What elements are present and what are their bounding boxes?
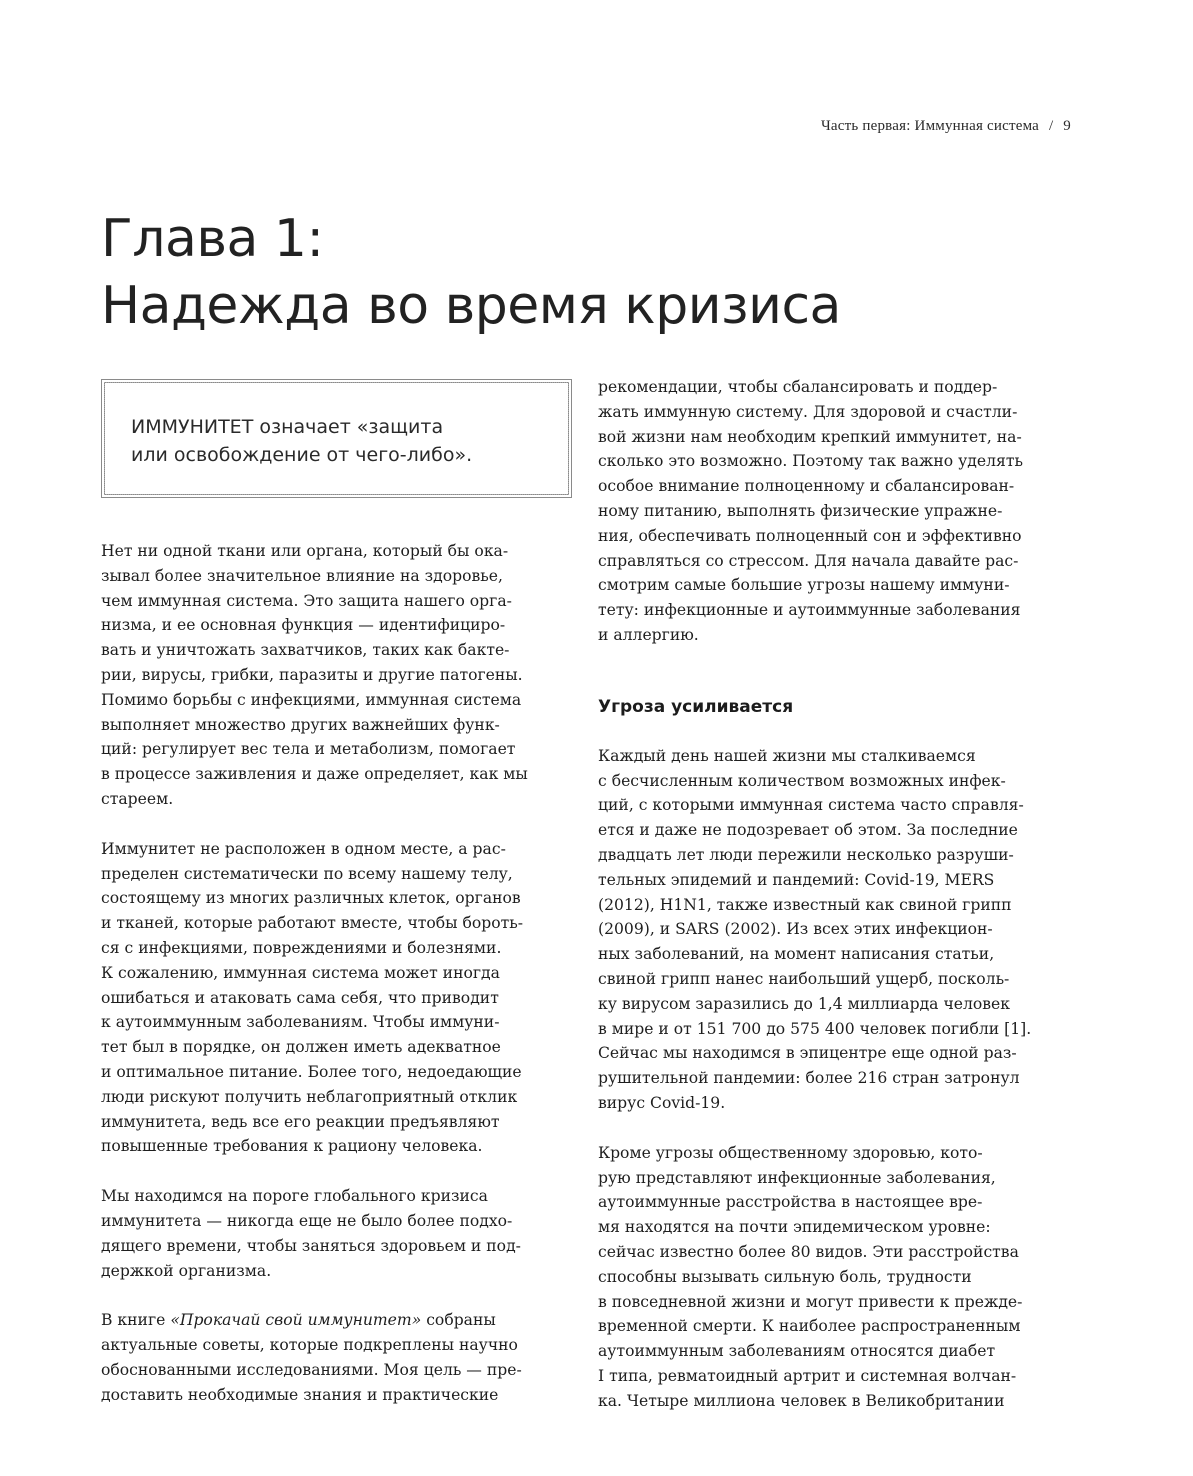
callout-term: ИММУНИТЕТ (131, 416, 254, 438)
book-mention-before: В книге (101, 1311, 171, 1330)
paragraph-line: смотрим самые большие угрозы нашему иммуни- (598, 576, 1010, 595)
paragraph-line: свиной грипп нанес наибольший ущерб, посколь- (598, 969, 1010, 988)
paragraph-line: ций: регулирует вес тела и метаболизм, помогает (101, 740, 516, 759)
paragraph-line: Каждый день нашей жизни мы сталкиваемся (598, 746, 976, 765)
paragraph-line: ния, обеспечивать полноценный сон и эффективно (598, 526, 1022, 545)
paragraph-line: повышенные требования к рациону человека. (101, 1137, 483, 1156)
paragraph-line: рую представляют инфекционные заболевания, (598, 1168, 996, 1187)
paragraph-line: рушительной пандемии: более 216 стран затронул (598, 1069, 1020, 1088)
paragraph (101, 837, 576, 1159)
paragraph-line: двадцать лет люди пережили несколько разруши- (598, 845, 1014, 864)
definition-callout (101, 379, 572, 498)
section-heading: Угроза усиливается (598, 696, 794, 717)
paragraph-line: аутоиммунным заболеваниям относятся диабет (598, 1342, 996, 1361)
paragraph-line: (2009), и SARS (2002). Из всех этих инфекцион- (598, 920, 993, 939)
paragraph-line: выполняет множество других важнейших функ- (101, 715, 500, 734)
paragraph-line: Помимо борьбы с инфекциями, иммунная система (101, 690, 522, 709)
paragraph-line: и аллергию. (598, 625, 699, 644)
paragraph-line: справляться со стрессом. Для начала давайте рас- (598, 551, 1019, 570)
paragraph-line (101, 1308, 576, 1333)
paragraph-line: стареем. (101, 789, 174, 808)
page-number: 9 (1063, 118, 1071, 134)
paragraph-line: состоящему из многих различных клеток, органов (101, 889, 521, 908)
paragraph-line: вать и уничтожать захватчиков, таких как бакте- (101, 641, 510, 660)
paragraph-line: зывал более значительное влияние на здоровье, (101, 566, 503, 585)
paragraph-line: и тканей, которые работают вместе, чтобы бороть- (101, 914, 524, 933)
paragraph-line: рекомендации, чтобы сбалансировать и поддер- (598, 378, 998, 396)
paragraph-line: в мире и от 151 700 до 575 400 человек погибли [1]. (598, 1019, 1032, 1038)
paragraph-line: и оптимальное питание. Более того, недоедающие (101, 1062, 522, 1081)
paragraph-line: актуальные советы, которые подкреплены научно (101, 1336, 518, 1355)
chapter-title (101, 206, 841, 340)
paragraph (101, 1184, 576, 1283)
paragraph-line: Кроме угрозы общественному здоровью, кото- (598, 1143, 983, 1162)
paragraph-line: в процессе заживления и даже определяет, как мы (101, 765, 528, 784)
header-part: Часть первая: (820, 118, 911, 134)
paragraph-line: в повседневной жизни и могут привести к прежде- (598, 1292, 1023, 1311)
paragraph (598, 1141, 1073, 1414)
paragraph-line: аутоиммунные расстройства в настоящее вре- (598, 1193, 983, 1212)
paragraph-line: сейчас известно более 80 видов. Эти расстройства (598, 1242, 1019, 1261)
paragraph-line: сколько это возможно. Поэтому так важно уделять (598, 452, 1023, 471)
header-separator: / (1048, 118, 1054, 134)
paragraph-line: способны вызывать сильную боль, трудности (598, 1267, 972, 1286)
book-mention-after: собраны (421, 1311, 496, 1330)
callout-line-1 (131, 413, 544, 441)
paragraph-line: ка. Четыре миллиона человек в Великобритании (598, 1391, 1005, 1410)
chapter-title-line-1: Глава 1: (101, 209, 324, 269)
paragraph-line: вирус Covid-19. (598, 1093, 726, 1112)
paragraph (598, 375, 1073, 648)
paragraph-line: Нет ни одной ткани или органа, который бы ока- (101, 542, 509, 560)
paragraph-line: чем иммунная система. Это защита нашего орга- (101, 591, 512, 610)
paragraph-line: ся с инфекциями, повреждениями и болезнями. (101, 938, 502, 957)
paragraph-line: тету: инфекционные и аутоиммунные заболевания (598, 601, 1021, 620)
paragraph-line: низма, и ее основная функция — идентифициро- (101, 616, 506, 635)
book-title: «Прокачай свой иммунитет» (170, 1311, 422, 1330)
paragraph-line: I типа, ревматоидный артрит и системная волчан- (598, 1366, 1017, 1385)
paragraph-line: пределен систематически по всему нашему телу, (101, 864, 513, 883)
paragraph-line: Сейчас мы находимся в эпицентре еще одной раз- (598, 1044, 1017, 1063)
paragraph-line: (2012), H1N1, также известный как свиной грипп (598, 895, 1012, 914)
paragraph-line: иммунитета — никогда еще не было более подхо- (101, 1211, 513, 1230)
paragraph (598, 744, 1073, 1116)
callout-line-2: или освобождение от чего-либо». (131, 444, 473, 466)
paragraph-line: ошибаться и атаковать сама себя, что приводит (101, 988, 499, 1007)
running-header (821, 118, 1071, 135)
callout-line-1-rest: означает «защита (253, 416, 444, 438)
paragraph-line: с бесчисленным количеством возможных инфек- (598, 771, 1006, 790)
paragraph-line: к аутоиммунным заболеваниям. Чтобы иммуни- (101, 1013, 500, 1032)
paragraph-line: жать иммунную систему. Для здоровой и счастли- (598, 402, 1018, 421)
paragraph-line: доставить необходимые знания и практические (101, 1385, 499, 1404)
paragraph-line: К сожалению, иммунная система может иногда (101, 963, 500, 982)
paragraph-line: тельных эпидемий и пандемий: Covid-19, MERS (598, 870, 995, 889)
paragraph-line: тет был в порядке, он должен иметь адекватное (101, 1038, 501, 1057)
paragraph-line: ных заболеваний, на момент написания статьи, (598, 945, 995, 964)
paragraph-line: ется и даже не подозревает об этом. За последние (598, 821, 1018, 840)
paragraph-rest (101, 1333, 576, 1407)
paragraph-line: иммунитета, ведь все его реакции предъявляют (101, 1112, 500, 1131)
paragraph-line: ку вирусом заразились до 1,4 миллиарда человек (598, 994, 1011, 1013)
paragraph-line: ному питанию, выполнять физические упражне- (598, 501, 1003, 520)
paragraph-line: особое внимание полноценному и сбалансирован- (598, 477, 1015, 496)
paragraph-line: обоснованными исследованиями. Моя цель — пре- (101, 1360, 522, 1379)
paragraph (101, 539, 576, 812)
right-column (598, 375, 1073, 1413)
header-section: Иммунная система (914, 118, 1040, 134)
paragraph-line: мя находятся на почти эпидемическом уровне: (598, 1218, 991, 1237)
paragraph-line: Иммунитет не расположен в одном месте, а рас- (101, 839, 506, 858)
paragraph-line: дящего времени, чтобы заняться здоровьем и под- (101, 1236, 521, 1255)
paragraph-line: держкой организма. (101, 1261, 272, 1280)
paragraph-line: вой жизни нам необходим крепкий иммунитет, на- (598, 427, 1022, 446)
left-column (101, 539, 576, 1408)
paragraph-line: временной смерти. К наиболее распространенным (598, 1317, 1021, 1336)
paragraph-line: Мы находимся на пороге глобального кризиса (101, 1187, 488, 1206)
paragraph-line: ций, с которыми иммунная система часто справля- (598, 796, 1024, 815)
paragraph (101, 1308, 576, 1407)
paragraph-line: люди рискуют получить неблагоприятный отклик (101, 1087, 518, 1106)
paragraph-line: рии, вирусы, грибки, паразиты и другие патогены. (101, 665, 523, 684)
chapter-title-line-2: Надежда во время кризиса (101, 276, 841, 336)
